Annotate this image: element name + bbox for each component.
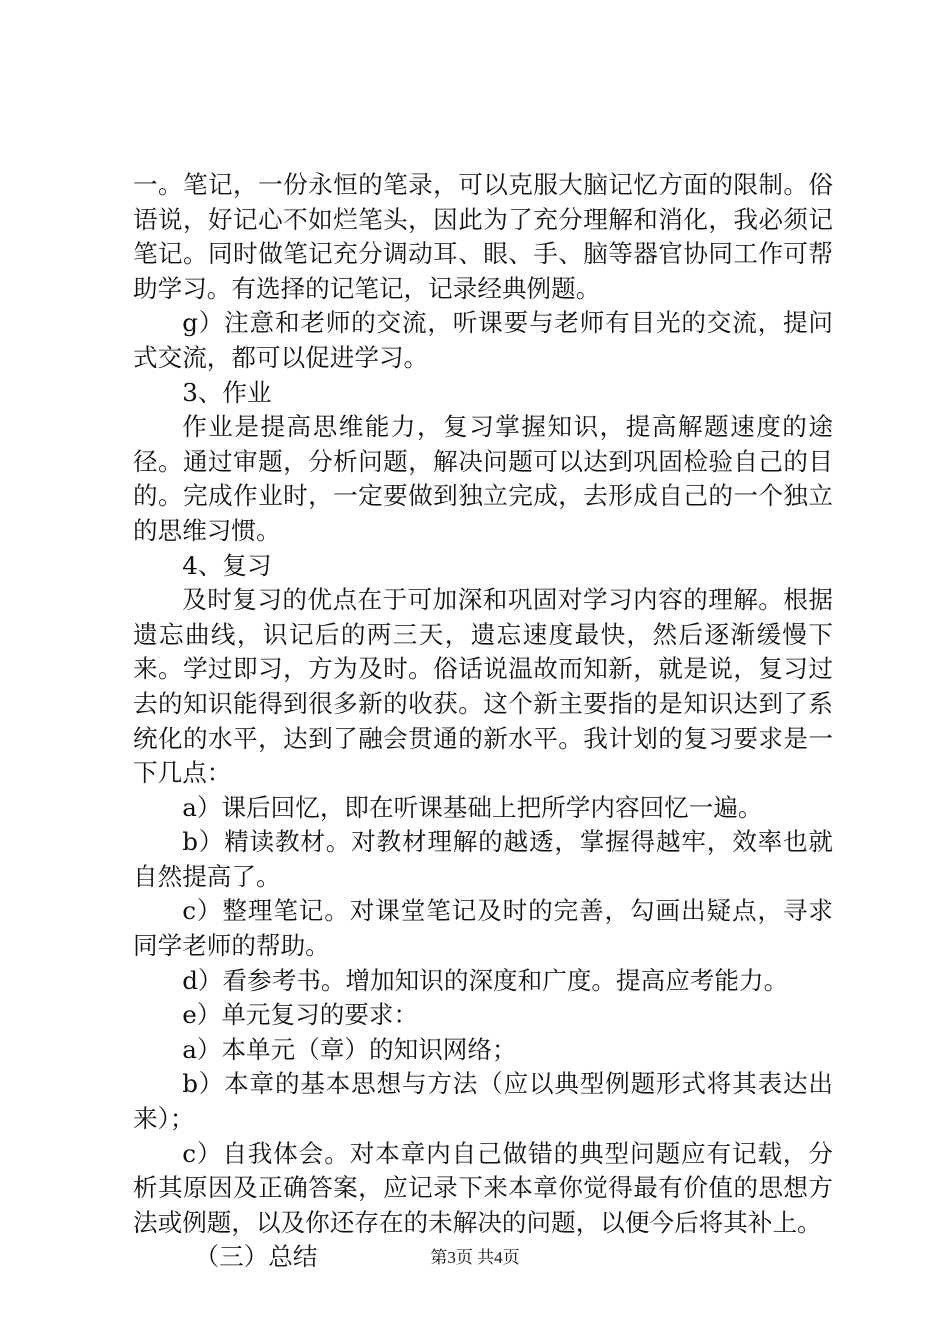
section-heading-review: 4、复习 — [182, 550, 272, 580]
page-number-footer: 第3页 共4页 — [430, 1248, 520, 1267]
paragraph-teacher-communication: g）注意和老师的交流，听课要与老师有目光的交流，提问式交流，都可以促进学习。 — [133, 308, 833, 372]
list-item-review-c: c）整理笔记。对课堂笔记及时的完善，勾画出疑点，寻求同学老师的帮助。 — [133, 896, 833, 961]
section-heading-homework: 3、作业 — [182, 377, 272, 407]
paragraph-homework: 作业是提高思维能力，复习掌握知识，提高解题速度的途径。通过审题，分析问题，解决问题可以达到巩固检验自己的目的。完成作业时，一定要做到独立完成，去形成自己的一个独立的思维习惯。 — [133, 412, 833, 545]
list-item-review-a: a）课后回忆，即在听课基础上把所学内容回忆一遍。 — [182, 792, 763, 822]
paragraph-notes: 一。笔记，一份永恒的笔录，可以克服大脑记忆方面的限制。俗语说，好记心不如烂笔头，因此为了充分理解和消化，我必须记笔记。同时做笔记充分调动耳、眼、手、脑等器官协同工作可帮助学习。有选择的记笔记，记录经典例题。 — [133, 170, 833, 303]
list-item-review-d: d）看参考书。增加知识的深度和广度。提高应考能力。 — [182, 965, 789, 995]
paragraph-review: 及时复习的优点在于可加深和巩固对学习内容的理解。根据遗忘曲线，识记后的两三天，遗忘速度最快，然后逐渐缓慢下来。学过即习，方为及时。俗话说温故而知新，就是说，复习过去的知识能得到很多新的收获。这个新主要指的是知识达到了系统化的水平，达到了融会贯通的新水平。我计划的复习要求是一下几点： — [133, 585, 833, 788]
list-item-unit-c: c）自我体会。对本章内自己做错的典型问题应有记载，分析其原因及正确答案，应记录下来本章你觉得最有价值的思想方法或例题，以及你还存在的未解决的问题，以便今后将其补上。 — [133, 1138, 833, 1237]
list-item-unit-a: a）本单元（章）的知识网络； — [182, 1034, 517, 1064]
section-heading-summary: （三）总结 — [194, 1242, 318, 1272]
list-item-unit-b: b）本章的基本思想与方法（应以典型例题形式将其表达出来）； — [133, 1069, 833, 1134]
document-body — [133, 168, 833, 1275]
list-item-review-b: b）精读教材。对教材理解的越透，掌握得越牢，效率也就自然提高了。 — [133, 827, 833, 891]
list-item-review-e: e）单元复习的要求： — [182, 1000, 419, 1030]
